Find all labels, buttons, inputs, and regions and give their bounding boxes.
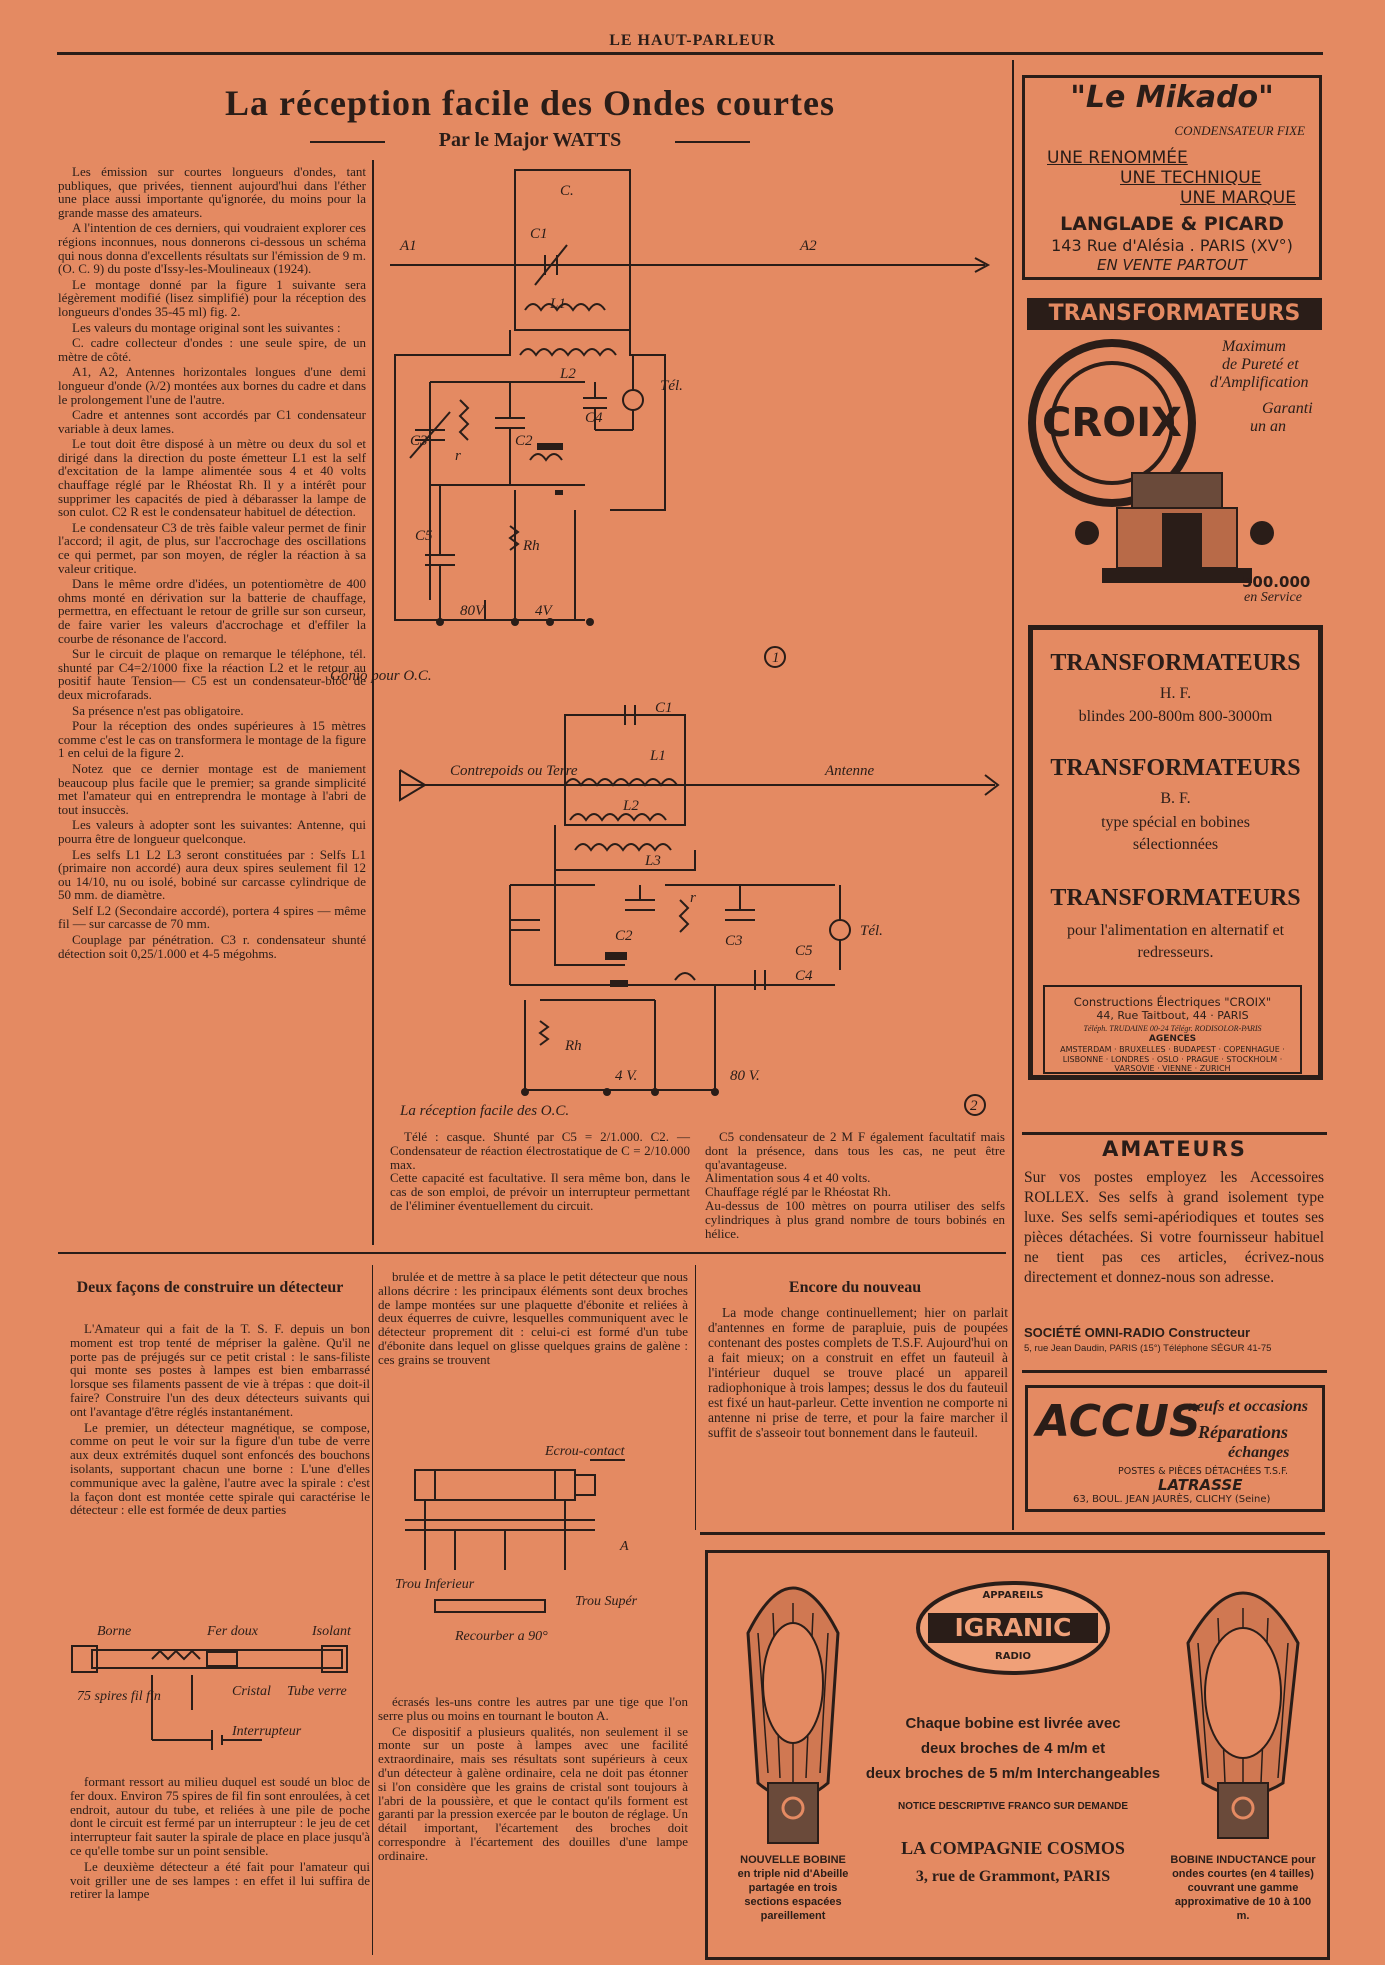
magnetic-detector-figure (62, 1620, 372, 1770)
fig1-label-r: r (455, 448, 461, 464)
fig1-label-l2: L2 (560, 366, 576, 382)
lamp-label-trou-inf: Trou Inferieur (395, 1577, 475, 1592)
lamp-label-ecrou: Ecrou-contact (545, 1444, 625, 1459)
croix-tel: Téléph. TRUDAINE 00-24 Télégr. RODISOLOR-PARIS (1083, 1024, 1262, 1033)
byline-rule-right (675, 141, 750, 143)
detector-column-2 (378, 1270, 688, 1440)
figure-1-schematic (330, 160, 1005, 685)
croix-logo: CROIX (1042, 400, 1182, 446)
fig1-label-c4: C4 (585, 410, 603, 426)
igranic-ad (705, 1550, 1330, 1960)
column-divider-3 (695, 1265, 696, 1530)
coil-left-image (728, 1573, 858, 1873)
article-paragraph: A l'intention de ces derniers, qui voudraient explorer ces régions inconnues, nous donnerons ci-dessous un schéma qui nous donna d'excellents résultats sur l'émission de 9 m. (O. C. 9) du poste d'Issy-les-Moulineaux (1924). (58, 220, 366, 277)
fig2-label-80v: 80 V. (730, 1068, 760, 1084)
fig1-label-rh: Rh (523, 538, 540, 554)
fig2-label-c5: C5 (795, 943, 813, 959)
running-title: LE HAUT-PARLEUR (609, 32, 776, 49)
nouveau-rule (700, 1532, 1325, 1535)
fig2-label-c3: C3 (725, 933, 743, 949)
igranic-right-caption: BOBINE INDUCTANCE pour ondes courtes (en 4 tailles) couvrant une gamme approximative de 10 à 100 m. (1170, 1854, 1316, 1922)
detector-paragraph: formant ressort au milieu duquel est soudé un bloc de fer doux. Environ 75 spires de fil fin sont enroulées, à cet endroit, autour du tube, et reliées à une pile de poche dont le circuit est fermé par un interrupteur : le jeu de cet interrupteur fait sauter la spirale de place en place jusqu'à ce qu'elle tombe sur un point sensible. (70, 1774, 370, 1858)
mikado-sub: CONDENSATEUR FIXE (1174, 123, 1305, 138)
igranic-top: APPAREILS (982, 1590, 1044, 1601)
accus-company: LATRASSE (1158, 1476, 1243, 1494)
amateurs-address: 5, rue Jean Daudin, PARIS (15°) Téléphone SÉGUR 41-75 (1024, 1343, 1272, 1354)
igranic-desc-3: deux broches de 5 m/m Interchangeables (865, 1765, 1161, 1782)
accus-line-2: Réparations (1198, 1422, 1289, 1442)
mikado-line-1: UNE RENOMMÉE (1047, 148, 1188, 168)
detector-label-fer: Fer doux (207, 1624, 258, 1639)
article-paragraph: Les valeurs du montage original sont les suivantes : (72, 319, 341, 335)
croix-agences: AMSTERDAM · BRUXELLES · BUDAPEST · COPENHAGUE · LISBONNE · LONDRES · OSLO · PRAGUE · STOCKHOLM · VARSOVIE · VIENNE · ZURICH (1060, 1045, 1285, 1073)
figure-2-schematic (395, 690, 1005, 1125)
croix-company-box (1043, 985, 1302, 1074)
fig2-caption: La réception facile des O.C. (400, 1103, 570, 1119)
nouveau-title: Encore du nouveau (788, 1279, 922, 1296)
ads-column-divider (1012, 60, 1014, 1530)
article-paragraph: Les selfs L1 L2 L3 seront constituées par : Selfs L1 (primaire non accordé) aura deux spires seulement fil 12 ou 14/10, nu ou isolé, bobiné sur carcasse cylindrique de 50 mm. de diamètre. (58, 846, 366, 903)
accus-line-4: POSTES & PIÈCES DÉTACHÉES T.S.F. (1118, 1466, 1288, 1477)
fig2-label-tel: Tél. (860, 923, 883, 939)
fig1-number: 1 (772, 650, 780, 666)
croix-slogan-5: un an (1250, 418, 1286, 435)
lamp-detector-figure (395, 1440, 685, 1655)
detector-label-tube: Tube verre (287, 1684, 347, 1699)
transformers-hf-detail: blindes 200-800m 800-3000m (1078, 708, 1273, 725)
detector-label-cristal: Cristal (232, 1684, 271, 1699)
mikado-ad (1022, 75, 1322, 280)
croix-slogan-4: Garanti (1262, 400, 1313, 417)
croix-slogan-1: Maximum (1222, 338, 1286, 355)
mikado-title: "Le Mikado" (1070, 80, 1274, 115)
top-rule (57, 52, 1323, 55)
article-paragraph: Sa présence n'est pas obligatoire. (72, 702, 244, 718)
croix-slogan-3: d'Amplification (1210, 374, 1309, 391)
fig2-label-c1: C1 (655, 700, 673, 716)
croix-list-ad (1028, 625, 1323, 1080)
igranic-brand: IGRANIC (954, 1613, 1072, 1642)
fig2-label-contrepoids: Contrepoids ou Terre (450, 763, 578, 779)
mikado-company: LANGLADE & PICARD (1060, 213, 1284, 235)
fig1-label-4v: 4V (535, 603, 552, 619)
detector-column-1-continued (70, 1775, 370, 1955)
amateurs-body: Sur vos postes employez les Accessoires ROLLEX. Ses selfs à grand isolement type luxe. Ses selfs semi-apériodiques et toutes ses pièces détachées. Si votre fournisseur habituel ne tient pas ces articles, écrivez-nous directement et donnez-nous son adresse. (1024, 1169, 1324, 1286)
figure-notes-left (390, 1130, 690, 1213)
detector-paragraph: Ce dispositif a plusieurs qualités, non seulement il se monte sur un poste à lampes avec une facilité extraordinaire, mais ses résultats sont supérieurs à ceux d'un détecteur à galène ordinaire, cela ne doit pas étonner si l'on considère que les grains de cristal sont toujours à l'abri de la poussière, et que le contact qu'ils forment est garanti par la pression exercée par le bouton de réglage. Un détail important, l'écartement des broches doit correspondre à l'écartement des douilles d'une lampe ordinaire. (378, 1723, 688, 1863)
detector-paragraph: Le deuxième détecteur a été fait pour l'amateur qui voit griller une de ses lampes : en effet il lui suffira de retirer la lampe (70, 1858, 370, 1902)
fig2-label-l1: L1 (650, 748, 666, 764)
fig2-label-4v: 4 V. (615, 1068, 638, 1084)
article-byline: Par le Major WATTS (438, 129, 622, 151)
fig2-number: 2 (970, 1098, 978, 1114)
croix-company: Constructions Électriques "CROIX" (1073, 995, 1272, 1009)
fig1-label-c: C. (560, 183, 574, 199)
amateurs-title: AMATEURS (1102, 1137, 1247, 1161)
article-paragraph: Le tout doit être disposé à un mètre ou deux du sol et dirigé dans la direction du poste émetteur L1 est la self d'excitation de la lampe alimentée sous 4 et 40 volts chauffage réglé par le Rhéostat Rh. Il y a intérêt pour supprimer les capacités de pied à débarasser la lampe de son culot. C2 R est le condensateur habituel de détection. (58, 436, 366, 520)
croix-count: 500.000 (1242, 573, 1311, 591)
detector-label-borne: Borne (97, 1624, 132, 1639)
fig1-caption: Gonio pour O.C. (330, 668, 432, 684)
igranic-desc-2: deux broches de 4 m/m et (920, 1740, 1106, 1757)
nouveau-text (708, 1305, 1008, 1440)
section-rule (58, 1252, 1006, 1254)
fig1-label-c3: C3 (410, 433, 428, 449)
nouveau-paragraph: La mode change continuellement; hier on parlait d'antennes en forme de parapluie, puis de poupées contenant des postes complets de T.S.F. Aujourd'hui on a fait mieux; on a construit en effet un fauteuil à l'intérieur duquel se trouve placé un appareil radiophonique à trois lampes; dessus le dos du fauteuil est fixé un haut-parleur. Cette invention ne comporte ni antenne ni prise de terre, et pour la faire marcher il suffit de s'asseoir tout bonnement dans le fauteuil. (708, 1305, 1008, 1440)
article-paragraph: Couplage par pénétration. C3 r. condensateur shunté détection soit 0,25/1.000 et 4-5 mégohms. (58, 932, 366, 961)
mikado-sale: EN VENTE PARTOUT (1097, 256, 1247, 274)
detector-label-interr: Interrupteur (232, 1724, 302, 1739)
transformers-bf-title: TRANSFORMATEURS (1050, 755, 1301, 781)
fig1-label-c5: C5 (415, 528, 433, 544)
fig1-label-l1: L1 (550, 296, 566, 312)
fig1-label-a1: A1 (400, 238, 417, 254)
accus-line-1: neufs et occasions (1188, 1398, 1308, 1415)
transformers-alim-title: TRANSFORMATEURS (1050, 885, 1301, 911)
transformers-alim-detail: pour l'alimentation en alternatif et redresseurs. (1066, 922, 1285, 961)
igranic-left-caption: NOUVELLE BOBINE en triple nid d'Abeille partagée en trois sections espacées pareillement (737, 1854, 849, 1922)
article-paragraph: Le montage donné par la figure 1 suivante sera légèrement modifié (lisez simplifié) pour la réception des longueurs d'ondes 35-45 ml) fig. 2. (58, 276, 366, 319)
article-paragraph: Cadre et antennes sont accordés par C1 condensateur variable à deux lames. (58, 407, 366, 436)
accus-ad (1025, 1385, 1325, 1512)
fig2-label-l2: L2 (623, 798, 639, 814)
article-paragraph: Pour la réception des ondes supérieures à 15 mètres comme c'est le cas on transformera le montage de la figure 1 en celui de la figure 2. (58, 718, 366, 761)
article-paragraph: C. cadre collecteur d'ondes : une seule spire, de un mètre de côté. (58, 335, 366, 364)
accus-address: 63, BOUL. JEAN JAURÈS, CLICHY (Seine) (1073, 1494, 1271, 1505)
detector-column-2-continued (378, 1695, 688, 1955)
article-column (58, 165, 366, 1250)
igranic-logo (913, 1578, 1113, 1678)
fig2-label-l3: L3 (645, 853, 661, 869)
fig1-label-c2: C2 (515, 433, 533, 449)
mikado-line-2: UNE TECHNIQUE (1120, 168, 1262, 188)
accus-title: ACCUS (1036, 1396, 1201, 1447)
croix-address: 44, Rue Taitbout, 44 · PARIS (1096, 1009, 1249, 1022)
figure-notes-right (705, 1130, 1005, 1240)
fig1-label-80v: 80V (460, 603, 485, 619)
lamp-label-recourber: Recourber a 90° (455, 1629, 548, 1644)
detector-column-1 (70, 1322, 370, 1620)
amateurs-ad (1022, 1135, 1327, 1365)
croix-bf-ad (1022, 288, 1327, 618)
detector-paragraph: L'Amateur qui a fait de la T. S. F. depuis un bon moment est trop tenté de mépriser la galène. Qu'il ne porte pas de préjugés sur ce petit cristal : le sans-filiste qui monte ses postes à lampes est bien embarrassé lorsque ses filaments passent de vie à trépas : que doit-il faire? Construire l'un des deux détecteurs suivants qui ont l'avantage d'être réglés instantanément. (70, 1321, 370, 1419)
detector-paragraph: brulée et de mettre à sa place le petit détecteur que nous allons décrire : les principaux éléments sont deux broches de lampe montées sur une plaquette d'ébonite et reliées à deux équerres de cuivre, lesquelles communiquent avec le détecteur proprement dit : celui-ci est formé d'un tube d'ébonite dans lequel on glisse quelques grains de galène : ces grains se trouvent (378, 1269, 688, 1367)
mikado-address: 143 Rue d'Alésia . PARIS (XV°) (1051, 236, 1293, 255)
article-paragraph: A1, A2, Antennes horizontales longues d'une demi longueur d'onde (λ/2) montées aux bornes du cadre et dans le prolongement l'une de l'autre. (58, 364, 366, 407)
detector-paragraph: écrasés les-uns contre les autres par une tige que l'on serre plus ou moins en tournant le bouton A. (378, 1694, 688, 1723)
fig2-label-rh: Rh (565, 1038, 582, 1054)
detector-paragraph: Le premier, un détecteur magnétique, se compose, comme on peut le voir sur la figure d'un tube de verre aux deux extrémités duquel sont enfoncés des bouchons isolants, supportant chacun une borne : L'une d'elles communique avec la galène, l'autre avec la spirale : c'est la façon dont est montée cette spirale qui caractérise le détecteur : elle est formée de deux parties (70, 1419, 370, 1518)
fig2-label-antenne: Antenne (825, 763, 875, 779)
igranic-address: 3, rue de Grammont, PARIS (915, 1868, 1111, 1885)
croix-agences-title: AGENCES (1148, 1034, 1197, 1044)
croix-slogan-2: de Pureté et (1222, 356, 1299, 373)
fig2-label-c2: C2 (615, 928, 633, 944)
transformers-hf-sub: H. F. (1159, 685, 1192, 702)
accus-line-3: échanges (1228, 1444, 1290, 1461)
figure-notes-text: C5 condensateur de 2 M F également facultatif mais dont la présence, dans tous les cas, ne peut être qu'avantageuse. Alimentation sous 4 et 40 volts. Chauffage réglé par le Rhéostat Rh. Au-dessus de 100 mètres on pourra utiliser des selfs cylindriques à plus grand nombre de tours bobinés en hélice. (705, 1129, 1005, 1241)
article-paragraph: Dans le même ordre d'idées, un potentiomètre de 400 ohms monté en dérivation sur la batterie de chauffage, permettra, en effectuant le retour de grille sur son curseur, de faire varier les valeurs d'accrochage et d'effiler la courbe de résonance de l'accord. (58, 576, 366, 646)
column-divider (372, 160, 374, 1245)
detector-label-spires: 75 spires fil fin (77, 1689, 161, 1704)
transformers-hf-title: TRANSFORMATEURS (1050, 650, 1301, 676)
igranic-notice: NOTICE DESCRIPTIVE FRANCO SUR DEMANDE (897, 1801, 1128, 1812)
ads-rule-2 (1022, 1370, 1327, 1373)
coil-right-image (1173, 1573, 1313, 1863)
article-paragraph: Le condensateur C3 de très faible valeur permet de finir l'accord; il agit, de plus, sur l'accrochage des oscillations ce qui permet, par son moyen, de régler la réaction à sa valeur critique. (58, 519, 366, 576)
croix-banner: TRANSFORMATEURS B.F. (1027, 298, 1322, 330)
detector-label-isolant: Isolant (312, 1624, 351, 1639)
column-divider-2 (372, 1265, 373, 1955)
article-title: La réception facile des Ondes courtes (225, 83, 835, 123)
croix-count-2: en Service (1244, 590, 1302, 605)
lamp-label-trou-sup: Trou Supér (575, 1594, 638, 1609)
article-paragraph: Self L2 (Secondaire accordé), portera 4 spires — même fil — sur carcasse de 70 mm. (58, 902, 366, 932)
igranic-bottom: RADIO (995, 1651, 1031, 1662)
article-paragraph: Sur le circuit de plaque on remarque le téléphone, tél. shunté par C4=2/1000 fixe la réaction L2 et le retour au positif haute Tension— C5 est un condensateur-bloc de deux microfarads. (58, 646, 366, 702)
transformers-bf-sub: B. F. (1160, 790, 1191, 807)
fig2-label-c4: C4 (795, 968, 813, 984)
lamp-label-a: A (620, 1539, 629, 1554)
fig1-label-c1: C1 (530, 226, 548, 242)
article-paragraph: Les valeurs à adopter sont les suivantes: Antenne, qui pourra être de longueur quelconque. (58, 817, 366, 846)
fig1-label-tel: Tél. (660, 378, 683, 394)
igranic-company: LA COMPAGNIE COSMOS (901, 1838, 1125, 1858)
article-paragraph: Les émission sur courtes longueurs d'ondes, tant publiques, que privées, tiennent aujourd'hui dans l'éther une place aussi importante qu'ignorée, du moins pour la grande masse des amateurs. (58, 164, 366, 220)
amateurs-company: SOCIÉTÉ OMNI-RADIO Constructeur (1024, 1325, 1251, 1340)
mikado-line-3: UNE MARQUE (1180, 188, 1296, 208)
figure-notes-text: Télé : casque. Shunté par C5 = 2/1.000. C2. — Condensateur de réaction électrostatique de C = 2/10.000 max. Cette capacité est facultative. Il sera même bon, dans le cas de son emploi, de prévoir un interrupteur permettant de l'éliminer éventuellement du circuit. (390, 1129, 690, 1213)
fig1-label-a2: A2 (800, 238, 817, 254)
article-paragraph: Notez que ce dernier montage est de maniement beaucoup plus facile que le premier; sa grande simplicité met l'amateur qui en entreprendra le montage à l'abri de tout insuccès. (58, 760, 366, 817)
detector-title: Deux façons de construire un détecteur (76, 1279, 344, 1296)
igranic-desc-1: Chaque bobine est livrée avec (905, 1715, 1121, 1732)
transformers-bf-detail: type spécial en bobines sélectionnées (1101, 814, 1250, 853)
fig2-label-r: r (690, 890, 696, 906)
